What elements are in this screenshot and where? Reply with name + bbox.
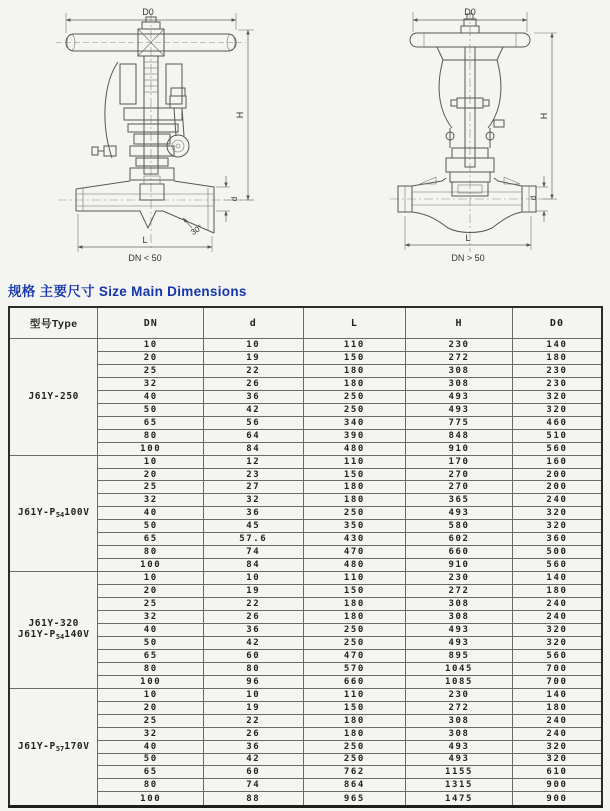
value-cell: 150 <box>303 585 406 598</box>
value-cell: 320 <box>512 636 602 649</box>
value-cell: 308 <box>406 727 513 740</box>
value-cell: 45 <box>203 520 303 533</box>
type-cell: $J61Y-P_{57}170V$ <box>9 688 98 806</box>
table-row <box>9 585 602 598</box>
value-cell: 965 <box>303 792 406 807</box>
value-cell: 150 <box>303 701 406 714</box>
dimensions-table-body <box>9 339 602 807</box>
value-cell: 560 <box>512 649 602 662</box>
value-cell: 762 <box>303 766 406 779</box>
value-cell: 570 <box>303 662 406 675</box>
value-cell: 25 <box>98 598 204 611</box>
section-title: 规格 主要尺寸 Size Main Dimensions <box>8 284 247 299</box>
left-d-dim-label: d <box>230 196 239 202</box>
value-cell: 180 <box>303 598 406 611</box>
value-cell: 270 <box>406 481 513 494</box>
value-cell: 40 <box>98 390 204 403</box>
value-cell: 26 <box>203 611 303 624</box>
value-cell: 1475 <box>406 792 513 807</box>
table-row <box>9 714 602 727</box>
value-cell: 200 <box>512 481 602 494</box>
value-cell: 308 <box>406 714 513 727</box>
value-cell: 36 <box>203 507 303 520</box>
table-row <box>9 390 602 403</box>
value-cell: 10 <box>98 688 204 701</box>
value-cell: 180 <box>303 714 406 727</box>
header-h: H <box>406 307 513 339</box>
value-cell: 27 <box>203 481 303 494</box>
value-cell: 42 <box>203 403 303 416</box>
value-cell: 64 <box>203 429 303 442</box>
value-cell: 320 <box>512 390 602 403</box>
right-caption: DN > 50 <box>451 253 485 263</box>
value-cell: 320 <box>512 753 602 766</box>
value-cell: 240 <box>512 611 602 624</box>
value-cell: 200 <box>512 468 602 481</box>
table-row <box>9 481 602 494</box>
value-cell: 320 <box>512 507 602 520</box>
table-row <box>9 442 602 455</box>
value-cell: 110 <box>303 455 406 468</box>
value-cell: 150 <box>303 468 406 481</box>
table-row <box>9 339 602 352</box>
value-cell: 250 <box>303 507 406 520</box>
value-cell: 20 <box>98 468 204 481</box>
value-cell: 42 <box>203 636 303 649</box>
value-cell: 1315 <box>406 779 513 792</box>
table-row <box>9 598 602 611</box>
value-cell: 180 <box>512 351 602 364</box>
value-cell: 900 <box>512 792 602 807</box>
value-cell: 272 <box>406 701 513 714</box>
value-cell: 10 <box>203 339 303 352</box>
value-cell: 500 <box>512 546 602 559</box>
table-row <box>9 403 602 416</box>
value-cell: 170 <box>406 455 513 468</box>
table-row <box>9 416 602 429</box>
table-row <box>9 468 602 481</box>
value-cell: 250 <box>303 753 406 766</box>
value-cell: 560 <box>512 442 602 455</box>
value-cell: 1045 <box>406 662 513 675</box>
value-cell: 19 <box>203 351 303 364</box>
value-cell: 365 <box>406 494 513 507</box>
value-cell: 602 <box>406 533 513 546</box>
value-cell: 19 <box>203 585 303 598</box>
table-row <box>9 611 602 624</box>
value-cell: 320 <box>512 403 602 416</box>
value-cell: 470 <box>303 649 406 662</box>
value-cell: 25 <box>98 714 204 727</box>
value-cell: 50 <box>98 636 204 649</box>
value-cell: 470 <box>303 546 406 559</box>
value-cell: 350 <box>303 520 406 533</box>
value-cell: 1155 <box>406 766 513 779</box>
value-cell: 250 <box>303 740 406 753</box>
value-cell: 140 <box>512 339 602 352</box>
value-cell: 308 <box>406 611 513 624</box>
table-row <box>9 779 602 792</box>
header-type: 型号Type <box>9 307 98 339</box>
value-cell: 42 <box>203 753 303 766</box>
valve-diagram-canvas <box>0 0 610 276</box>
value-cell: 96 <box>203 675 303 688</box>
value-cell: 10 <box>203 572 303 585</box>
value-cell: 22 <box>203 714 303 727</box>
value-cell: 493 <box>406 390 513 403</box>
value-cell: 610 <box>512 766 602 779</box>
value-cell: 65 <box>98 416 204 429</box>
value-cell: 25 <box>98 364 204 377</box>
table-row <box>9 701 602 714</box>
left-caption: DN < 50 <box>128 253 162 263</box>
value-cell: 1085 <box>406 675 513 688</box>
value-cell: 240 <box>512 714 602 727</box>
value-cell: 32 <box>98 377 204 390</box>
value-cell: 110 <box>303 572 406 585</box>
value-cell: 272 <box>406 351 513 364</box>
value-cell: 26 <box>203 727 303 740</box>
header-d: d <box>203 307 303 339</box>
table-row <box>9 533 602 546</box>
value-cell: 100 <box>98 559 204 572</box>
right-l-dim-label: L <box>465 233 471 243</box>
value-cell: 100 <box>98 442 204 455</box>
left-valve-drawing <box>56 7 256 263</box>
table-row <box>9 429 602 442</box>
value-cell: 110 <box>303 339 406 352</box>
value-cell: 493 <box>406 740 513 753</box>
value-cell: 493 <box>406 636 513 649</box>
value-cell: 460 <box>512 416 602 429</box>
value-cell: 308 <box>406 364 513 377</box>
value-cell: 36 <box>203 740 303 753</box>
value-cell: 493 <box>406 507 513 520</box>
value-cell: 10 <box>203 688 303 701</box>
value-cell: 560 <box>512 559 602 572</box>
value-cell: 900 <box>512 779 602 792</box>
table-row <box>9 675 602 688</box>
value-cell: 864 <box>303 779 406 792</box>
value-cell: 100 <box>98 675 204 688</box>
value-cell: 26 <box>203 377 303 390</box>
value-cell: 19 <box>203 701 303 714</box>
value-cell: 230 <box>512 377 602 390</box>
table-row <box>9 520 602 533</box>
table-row <box>9 740 602 753</box>
value-cell: 60 <box>203 649 303 662</box>
table-row <box>9 662 602 675</box>
value-cell: 32 <box>203 494 303 507</box>
value-cell: 390 <box>303 429 406 442</box>
table-row <box>9 636 602 649</box>
value-cell: 20 <box>98 701 204 714</box>
value-cell: 230 <box>406 339 513 352</box>
value-cell: 32 <box>98 611 204 624</box>
value-cell: 32 <box>98 494 204 507</box>
value-cell: 100 <box>98 792 204 807</box>
value-cell: 910 <box>406 559 513 572</box>
value-cell: 23 <box>203 468 303 481</box>
value-cell: 308 <box>406 598 513 611</box>
value-cell: 74 <box>203 546 303 559</box>
value-cell: 493 <box>406 753 513 766</box>
value-cell: 12 <box>203 455 303 468</box>
value-cell: 480 <box>303 442 406 455</box>
table-header-row <box>9 307 602 339</box>
value-cell: 180 <box>512 701 602 714</box>
right-d-dim-label: d <box>529 195 538 201</box>
value-cell: 180 <box>303 364 406 377</box>
table-row <box>9 377 602 390</box>
value-cell: 65 <box>98 533 204 546</box>
value-cell: 32 <box>98 727 204 740</box>
value-cell: 22 <box>203 598 303 611</box>
value-cell: 88 <box>203 792 303 807</box>
value-cell: 10 <box>98 339 204 352</box>
value-cell: 180 <box>303 611 406 624</box>
value-cell: 180 <box>303 377 406 390</box>
value-cell: 80 <box>203 662 303 675</box>
header-d0: D0 <box>512 307 602 339</box>
left-l-dim-label: L <box>142 235 148 245</box>
value-cell: 272 <box>406 585 513 598</box>
table-row <box>9 546 602 559</box>
table-row <box>9 572 602 585</box>
value-cell: 240 <box>512 494 602 507</box>
table-row <box>9 623 602 636</box>
value-cell: 493 <box>406 403 513 416</box>
value-cell: 895 <box>406 649 513 662</box>
table-row <box>9 792 602 807</box>
value-cell: 250 <box>303 403 406 416</box>
value-cell: 660 <box>406 546 513 559</box>
left-h-dim-label: H <box>235 111 245 119</box>
table-row <box>9 455 602 468</box>
value-cell: 430 <box>303 533 406 546</box>
header-l: L <box>303 307 406 339</box>
value-cell: 700 <box>512 675 602 688</box>
value-cell: 700 <box>512 662 602 675</box>
value-cell: 65 <box>98 649 204 662</box>
value-cell: 320 <box>512 520 602 533</box>
value-cell: 250 <box>303 636 406 649</box>
value-cell: 40 <box>98 507 204 520</box>
value-cell: 250 <box>303 623 406 636</box>
value-cell: 360 <box>512 533 602 546</box>
header-dn: DN <box>98 307 204 339</box>
value-cell: 910 <box>406 442 513 455</box>
value-cell: 340 <box>303 416 406 429</box>
value-cell: 57.6 <box>203 533 303 546</box>
value-cell: 140 <box>512 572 602 585</box>
value-cell: 320 <box>512 623 602 636</box>
value-cell: 40 <box>98 740 204 753</box>
value-cell: 84 <box>203 442 303 455</box>
value-cell: 493 <box>406 623 513 636</box>
left-d0-dim-label: D0 <box>142 7 154 17</box>
right-h-dim-label: H <box>539 112 549 120</box>
value-cell: 84 <box>203 559 303 572</box>
valve-diagrams <box>0 0 610 276</box>
value-cell: 230 <box>406 572 513 585</box>
value-cell: 660 <box>303 675 406 688</box>
dimensions-table <box>8 306 603 808</box>
value-cell: 80 <box>98 429 204 442</box>
value-cell: 50 <box>98 403 204 416</box>
value-cell: 480 <box>303 559 406 572</box>
table-row <box>9 688 602 701</box>
table-row <box>9 364 602 377</box>
table-row <box>9 649 602 662</box>
type-cell: J61Y-250 <box>9 339 98 456</box>
table-row <box>9 753 602 766</box>
left-angle-label: 30° <box>189 222 205 237</box>
value-cell: 20 <box>98 585 204 598</box>
value-cell: 10 <box>98 572 204 585</box>
table-row <box>9 507 602 520</box>
value-cell: 50 <box>98 753 204 766</box>
value-cell: 230 <box>406 688 513 701</box>
value-cell: 270 <box>406 468 513 481</box>
value-cell: 140 <box>512 688 602 701</box>
value-cell: 240 <box>512 727 602 740</box>
value-cell: 180 <box>303 494 406 507</box>
value-cell: 80 <box>98 546 204 559</box>
value-cell: 40 <box>98 623 204 636</box>
value-cell: 180 <box>303 727 406 740</box>
right-d0-dim-label: D0 <box>464 7 476 17</box>
value-cell: 775 <box>406 416 513 429</box>
value-cell: 56 <box>203 416 303 429</box>
value-cell: 36 <box>203 623 303 636</box>
table-row <box>9 727 602 740</box>
value-cell: 74 <box>203 779 303 792</box>
value-cell: 25 <box>98 481 204 494</box>
value-cell: 510 <box>512 429 602 442</box>
table-row <box>9 494 602 507</box>
type-cell: J61Y-320 $J61Y-P_{54}140V$ <box>9 572 98 689</box>
value-cell: 160 <box>512 455 602 468</box>
value-cell: 230 <box>512 364 602 377</box>
value-cell: 250 <box>303 390 406 403</box>
value-cell: 50 <box>98 520 204 533</box>
value-cell: 320 <box>512 740 602 753</box>
table-row <box>9 766 602 779</box>
table-row <box>9 559 602 572</box>
right-valve-drawing <box>390 7 560 263</box>
value-cell: 36 <box>203 390 303 403</box>
value-cell: 848 <box>406 429 513 442</box>
table-row <box>9 351 602 364</box>
value-cell: 80 <box>98 779 204 792</box>
value-cell: 180 <box>303 481 406 494</box>
value-cell: 10 <box>98 455 204 468</box>
value-cell: 150 <box>303 351 406 364</box>
value-cell: 308 <box>406 377 513 390</box>
value-cell: 580 <box>406 520 513 533</box>
value-cell: 65 <box>98 766 204 779</box>
value-cell: 240 <box>512 598 602 611</box>
value-cell: 80 <box>98 662 204 675</box>
value-cell: 22 <box>203 364 303 377</box>
value-cell: 110 <box>303 688 406 701</box>
type-cell: $J61Y-P_{54}100V$ <box>9 455 98 572</box>
value-cell: 60 <box>203 766 303 779</box>
value-cell: 180 <box>512 585 602 598</box>
value-cell: 20 <box>98 351 204 364</box>
